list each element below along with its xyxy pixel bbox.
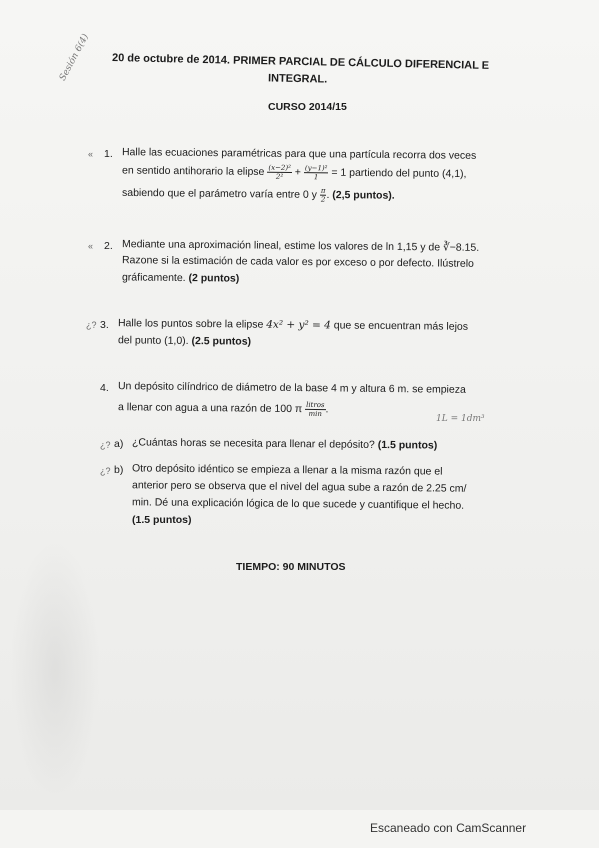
q4-handwritten-note: 1L = 1dm³ — [436, 414, 485, 424]
q1-line3-text: sabiendo que el parámetro varía entre 0 y — [121, 186, 318, 201]
q3-number: 3. — [100, 319, 109, 331]
q4-line2: a llenar con agua a una razón de 100 π $\frac{\text{litros}}{\min}$ . — [117, 400, 329, 419]
q1-line3: sabiendo que el parámetro varía entre 0 y $\frac{\pi}{2}$ . (2,5 puntos). — [121, 186, 395, 204]
q2-line1: Mediante una aproximación lineal, estime los valores de ln 1,15 y de ∛−8.15. — [121, 238, 480, 254]
q1-fraction-y: $\frac{\text{(y−1)²}}{1}$ — [304, 164, 328, 182]
q1-pi-fraction: $\frac{\pi}{2}$ — [320, 186, 326, 204]
q4-number: 4. — [100, 382, 109, 394]
q3-points: (2.5 puntos) — [191, 335, 252, 348]
q4b-line2: anterior pero se observa que el nivel del agua sube a razón de 2.25 cm/ — [131, 479, 467, 495]
q1-plus: + — [294, 166, 302, 179]
q1-number: 1. — [104, 148, 113, 160]
exam-title-line1: 20 de octubre de 2014. PRIMER PARCIAL DE CÁLCULO DIFERENCIAL E — [111, 52, 490, 72]
q2-points: (2 puntos) — [188, 272, 240, 285]
q1-margin-mark: « — [88, 149, 94, 159]
q4a-question: ¿Cuántas horas se necesita para llenar el depósito? — [131, 436, 375, 451]
q4-line1: Un depósito cilíndrico de diámetro de la base 4 m y altura 6 m. se empieza — [117, 380, 466, 396]
q4b-margin-mark: ¿? — [100, 466, 111, 476]
q2-line2: Razone si la estimación de cada valor es por exceso o por defecto. Ilústrelo — [121, 254, 475, 270]
q4b-line3: min. Dé una explicación lógica de lo que sucede y cuantifique el hecho. — [131, 496, 465, 512]
exam-title-line2: INTEGRAL. — [267, 72, 328, 86]
q4-rate-fraction: $\frac{\text{litros}}{\min}$ — [306, 400, 325, 419]
q1-line2-text: en sentido antihorario la elipse — [121, 164, 265, 178]
side-handwritten-note: Sesión 6(4) — [58, 32, 92, 83]
q3-line2 — [118, 334, 251, 347]
q2-line3 — [122, 271, 239, 284]
q2-margin-mark: « — [88, 241, 94, 251]
camscanner-footer: Escaneado con CamScanner — [370, 821, 527, 835]
q1-line2 — [122, 162, 467, 183]
scan-smudge — [10, 540, 100, 800]
q4b-points: (1.5 puntos) — [132, 514, 192, 526]
q1-points: (2,5 puntos). — [332, 189, 395, 202]
q1-fraction-x: $\frac{\text{(x−2)²}}{\text{2²}}$ — [268, 163, 291, 181]
q4a-label: a) — [114, 438, 124, 450]
q4b-label: b) — [114, 464, 124, 476]
q4a-margin-mark: ¿? — [100, 440, 111, 450]
course-label: CURSO 2014/15 — [268, 101, 347, 113]
q1-equation-rest: = 1 partiendo del punto (4,1), — [331, 166, 467, 181]
q1-line1: Halle las ecuaciones paramétricas para que una partícula recorra dos veces — [121, 146, 477, 162]
q3-ellipse-equation: 4x² + y² = 4 — [266, 318, 331, 332]
q4-line2-text: a llenar con agua a una razón de 100 π — [117, 401, 303, 416]
time-limit: TIEMPO: 90 MINUTOS — [236, 561, 346, 573]
q3-line2-text: del punto (1,0). — [117, 334, 189, 348]
q3-margin-mark: ¿? — [86, 320, 97, 330]
q2-number: 2. — [104, 240, 113, 252]
q4a-points: (1.5 puntos) — [377, 438, 438, 452]
q3-line1-text: Halle los puntos sobre la elipse — [117, 317, 264, 331]
q2-line3-text: gráficamente. — [121, 271, 186, 285]
q3-line1-rest: que se encuentran más lejos — [333, 319, 469, 333]
q4b-line1: Otro depósito idéntico se empieza a llenar a la misma razón que el — [131, 462, 443, 478]
